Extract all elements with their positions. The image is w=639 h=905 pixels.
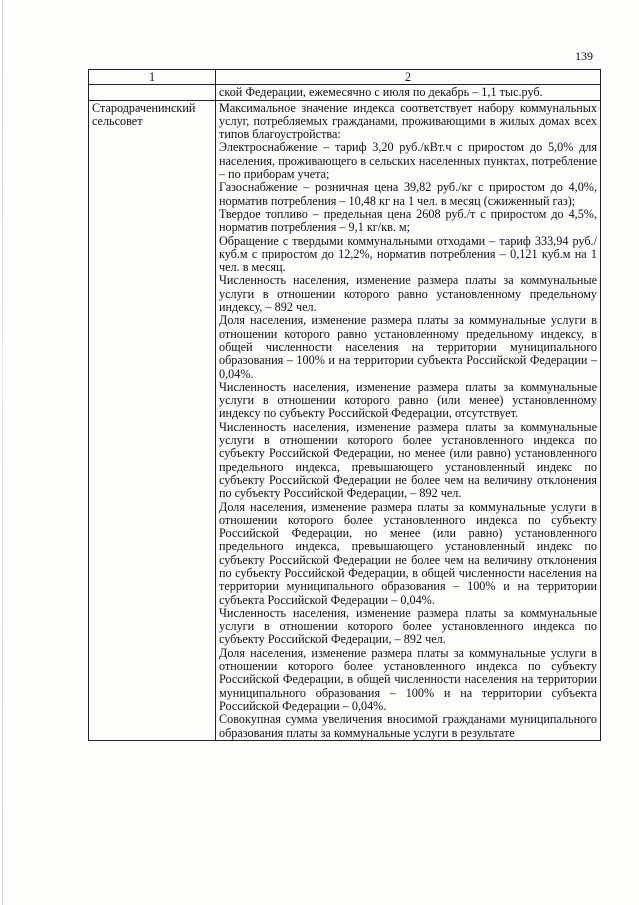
scan-edge — [2, 0, 3, 905]
table-row-continued — [89, 85, 601, 100]
paragraph-population-between: Численность населения, изменение размера платы за коммунальные услуги в отношении которого более установленного индекса по субъекту Российской Федерации, но менее (или равно) установленного предельного индекса, превышающего установленный индекс по субъекту Российской Федерации не более чем на величину отклонения по субъекту Российской Федерации, – 892 чел. — [219, 419, 597, 501]
municipality-name: Стародраченинский сельсовет — [89, 100, 216, 740]
paragraph-population-less: Численность населения, изменение размера платы за коммунальные услуги в отношении которого равно (или менее) установленному индексу по субъекту Российской Федерации, отсутствует. — [219, 379, 597, 421]
header-col-2: 2 — [216, 70, 601, 85]
paragraph-electricity: Электроснабжение – тариф 3,20 руб./кВт.ч с приростом до 5,0% для населения, проживающего в сельских населенных пунктах, потребление – по приборам учета; — [219, 140, 597, 182]
paragraph-share-equal: Доля населения, изменение размера платы за коммунальные услуги в отношении которого равно установленному предельному индексу, в общей численности населения на территории муниципального образования – 100% и на территории субъекта Российской Федерации – 0,04%. — [219, 313, 597, 381]
page-number: 139 — [575, 49, 593, 63]
continued-text — [216, 85, 601, 100]
document-table — [88, 69, 601, 741]
paragraph-solid-fuel: Твердое топливо – предельная цена 2608 руб./т с приростом до 4,5%, норматив потребления – 9,1 кг/кв. м; — [219, 206, 597, 235]
municipality-description — [216, 100, 601, 740]
paragraph-waste: Обращение с твердыми коммунальными отходами – тариф 333,94 руб./куб.м с приростом до 12,2%, норматив потребления – 0,121 куб.м на 1 чел. в месяц. — [219, 233, 597, 275]
paragraph-index-intro: Максимальное значение индекса соответствует набору коммунальных услуг, потребляемых гражданами, проживающими в жилых домах всех типов благоустройства: — [219, 100, 597, 142]
table-row-municipality — [89, 100, 601, 740]
empty-cell — [89, 85, 216, 100]
paragraph-population-equal: Численность населения, изменение размера платы за коммунальные услуги в отношении которого равно установленному предельному индексу, – 892 чел. — [219, 273, 597, 315]
header-col-1: 1 — [89, 70, 216, 85]
paragraph-share-more: Доля населения, изменение размера платы за коммунальные услуги в отношении которого более установленного индекса по субъекту Российской Федерации, в общей численности населения на территории муниципального образования – 100% и на территории субъекта Российской Федерации – 0,04%. — [219, 645, 597, 713]
paragraph-share-between: Доля населения, изменение размера платы за коммунальные услуги в отношении которого более установленного индекса по субъекту Российской Федерации, но менее (или равно) установленного предельного индекса, превышающего установленный индекс по субъекту Российской Федерации не более чем на величину отклонения по субъекту Российской Федерации, в общей численности населения на территории муниципального образования – 100% и на территории субъекта Российской Федерации – 0,04%. — [219, 499, 597, 607]
table-header-row — [89, 70, 601, 85]
paragraph-population-more: Численность населения, изменение размера платы за коммунальные услуги в отношении которого более установленного индекса по субъекту Российской Федерации, – 892 чел. — [219, 605, 597, 647]
paragraph-gas: Газоснабжение – розничная цена 39,82 руб./кг с приростом до 4,0%, норматив потребления – 10,48 кг на 1 чел. в месяц (сжиженный газ); — [219, 180, 597, 208]
continued-paragraph: ской Федерации, ежемесячно с июля по декабрь – 1,1 тыс.руб. — [219, 85, 543, 100]
paragraph-total-sum: Совокупная сумма увеличения вносимой гражданами муниципального образования платы за коммунальные услуги в результате — [219, 712, 597, 740]
